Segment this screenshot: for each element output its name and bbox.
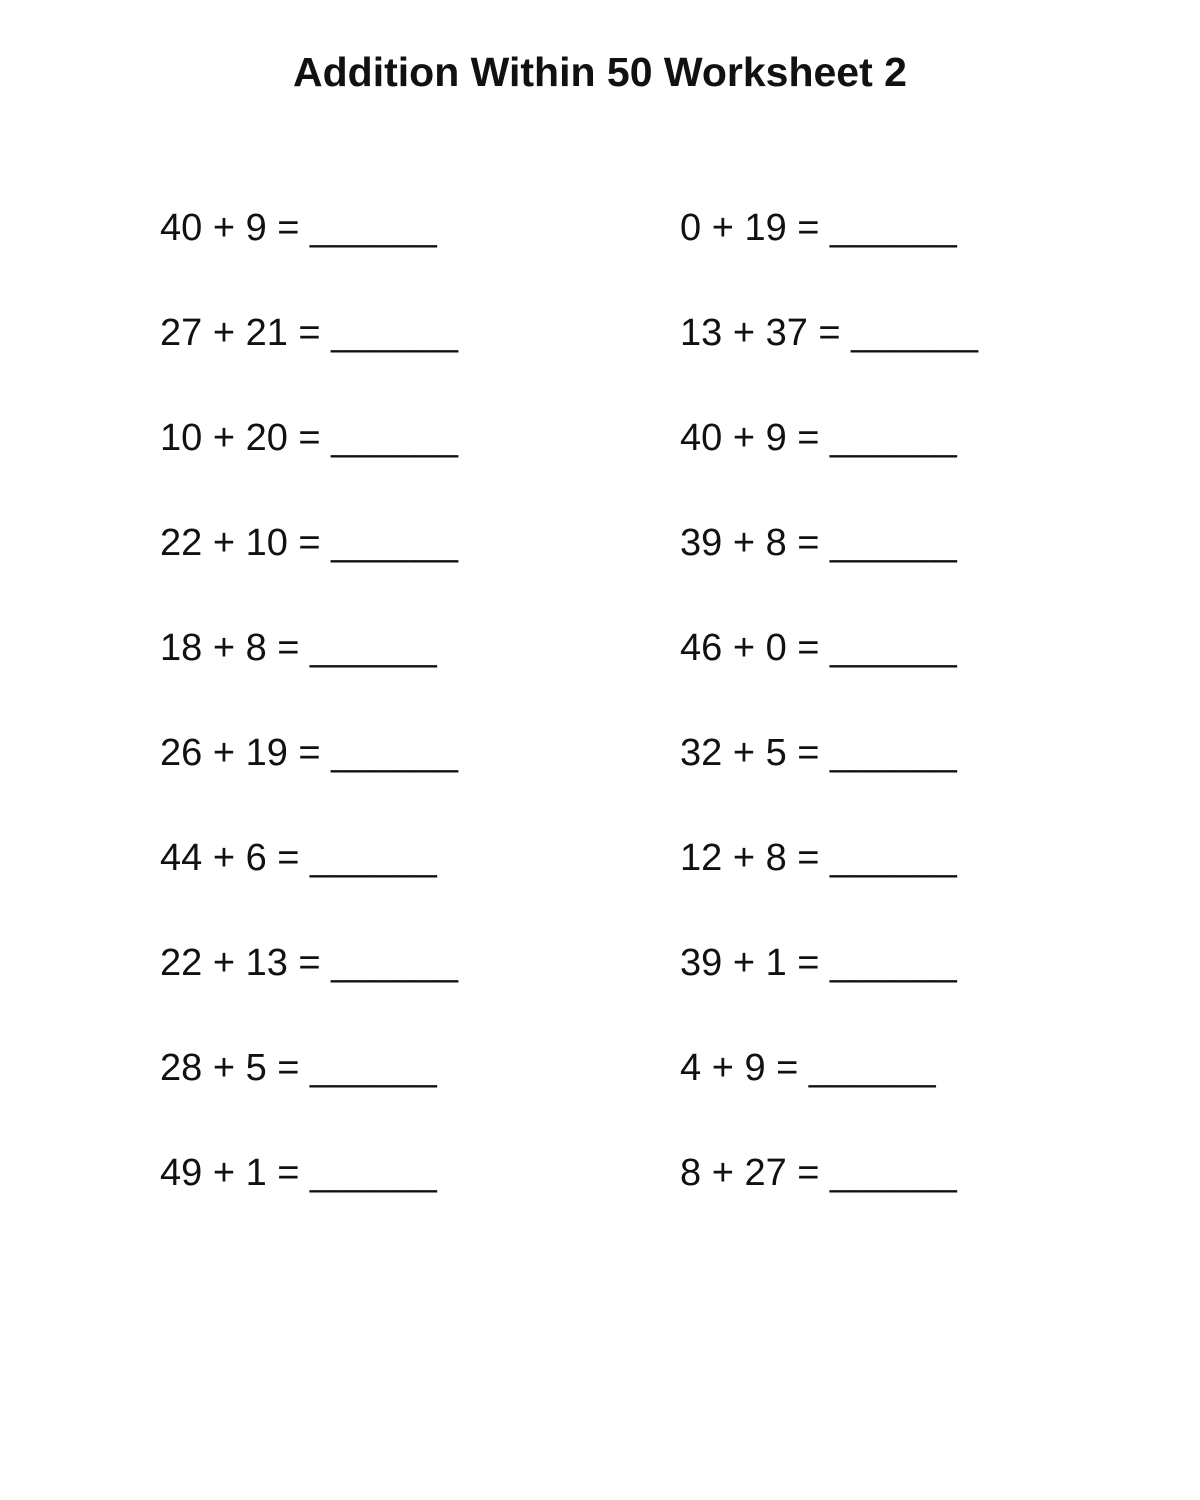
problem-19: 49 + 1 = ______ (160, 1152, 437, 1194)
problem-10: 46 + 0 = ______ (680, 627, 957, 669)
problem-2: 0 + 19 = ______ (680, 207, 957, 249)
problem-9: 18 + 8 = ______ (160, 627, 437, 669)
problems-grid (160, 200, 1060, 1250)
problem-14: 12 + 8 = ______ (680, 837, 957, 879)
problem-7: 22 + 10 = ______ (160, 522, 458, 564)
problem-11: 26 + 19 = ______ (160, 732, 458, 774)
problem-16: 39 + 1 = ______ (680, 942, 957, 984)
problem-4: 13 + 37 = ______ (680, 312, 978, 354)
problem-6: 40 + 9 = ______ (680, 417, 957, 459)
problem-18: 4 + 9 = ______ (680, 1047, 936, 1089)
problem-8: 39 + 8 = ______ (680, 522, 957, 564)
problem-3: 27 + 21 = ______ (160, 312, 458, 354)
problem-17: 28 + 5 = ______ (160, 1047, 437, 1089)
problem-1: 40 + 9 = ______ (160, 207, 437, 249)
problem-20: 8 + 27 = ______ (680, 1152, 957, 1194)
problem-12: 32 + 5 = ______ (680, 732, 957, 774)
problem-5: 10 + 20 = ______ (160, 417, 458, 459)
problem-15: 22 + 13 = ______ (160, 942, 458, 984)
page-title: Addition Within 50 Worksheet 2 (293, 49, 907, 95)
problem-13: 44 + 6 = ______ (160, 837, 437, 879)
